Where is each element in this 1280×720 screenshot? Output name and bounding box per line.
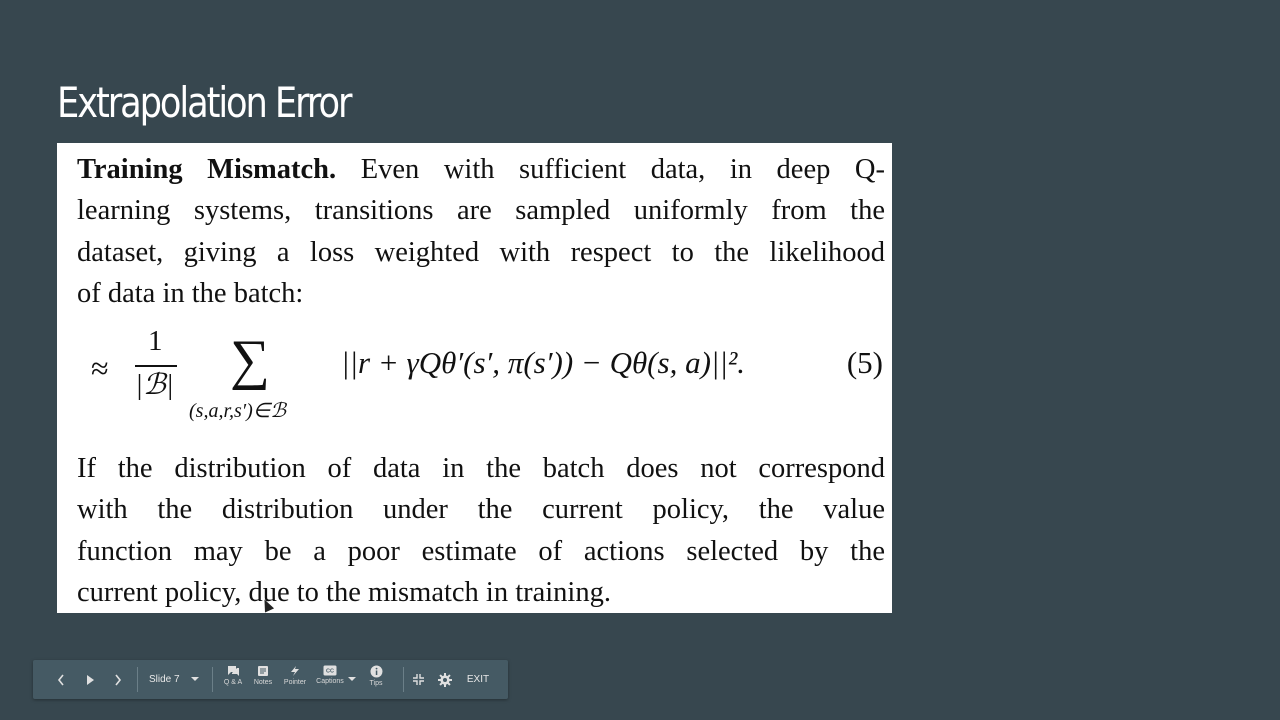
toolbar-divider [212, 667, 213, 692]
equation-5 [77, 325, 885, 425]
toolbar-divider [403, 667, 404, 692]
settings-button[interactable] [435, 660, 455, 699]
captions-label: Captions [316, 678, 344, 685]
previous-slide-button[interactable] [51, 660, 71, 699]
paper-excerpt-image [57, 143, 892, 613]
exit-button[interactable] [463, 660, 493, 699]
summation-subscript: (s,a,r,s′)∈ℬ [189, 400, 286, 422]
caret-down-icon [191, 677, 199, 682]
exit-fullscreen-button[interactable] [408, 660, 428, 699]
chat-icon [227, 665, 240, 677]
svg-text:CC: CC [326, 668, 334, 675]
next-slide-button[interactable] [108, 660, 128, 699]
toolbar-divider [137, 667, 138, 692]
summation-symbol: ∑ [230, 329, 270, 391]
paragraph-line: dataset, giving a loss weighted with respect to the likelihood [77, 236, 885, 268]
qa-label: Q & A [223, 679, 243, 686]
captions-options-dropdown[interactable] [346, 660, 358, 699]
fraction-denominator: |ℬ| [135, 369, 174, 401]
paragraph-line [77, 149, 885, 190]
pointer-icon [289, 665, 301, 677]
info-icon [370, 665, 383, 678]
paragraph-line: current policy, due to the mismatch in training. [77, 576, 611, 608]
slide-selector-dropdown[interactable] [143, 660, 205, 699]
notes-label: Notes [253, 679, 273, 686]
slide-title: Extrapolation Error [57, 78, 351, 127]
paragraph-training-mismatch [77, 149, 885, 314]
tips-label: Tips [369, 680, 383, 687]
presenter-toolbar [33, 660, 508, 699]
chevron-right-icon [114, 674, 122, 686]
gear-icon [438, 673, 452, 687]
line-text: Even with sufficient data, in deep Q- [336, 154, 885, 185]
pointer-label: Pointer [283, 679, 307, 686]
exit-fullscreen-icon [413, 674, 424, 685]
paragraph-line: If the distribution of data in the batch does not correspond [77, 453, 885, 484]
pointer-button[interactable] [277, 665, 313, 695]
tips-button[interactable] [358, 665, 394, 695]
paragraph-distribution [77, 448, 885, 613]
fraction-numerator: 1 [148, 325, 163, 357]
equation-body: ||r + γQθ′(s′, π(s′)) − Qθ(s, a)||². [341, 345, 745, 380]
approx-symbol: ≈ [91, 350, 109, 386]
exit-label: EXIT [466, 674, 490, 685]
chevron-left-icon [57, 674, 65, 686]
paragraph-line: function may be a poor estimate of actions selected by the [77, 535, 885, 567]
paragraph-line: with the distribution under the current policy, the value [77, 494, 885, 526]
play-icon [85, 674, 95, 686]
captions-button[interactable] [312, 665, 348, 695]
notes-button[interactable] [245, 665, 281, 695]
equation-number: (5) [846, 345, 883, 380]
notes-icon [257, 665, 269, 677]
play-button[interactable] [80, 660, 100, 699]
bold-heading: Training Mismatch. [77, 154, 337, 185]
paragraph-line: of data in the batch: [77, 277, 304, 309]
slide-selector-label: Slide 7 [149, 674, 180, 685]
paragraph-line: learning systems, transitions are sampled uniformly from the [77, 195, 885, 227]
caret-down-icon [348, 677, 356, 682]
cc-icon [323, 665, 337, 676]
